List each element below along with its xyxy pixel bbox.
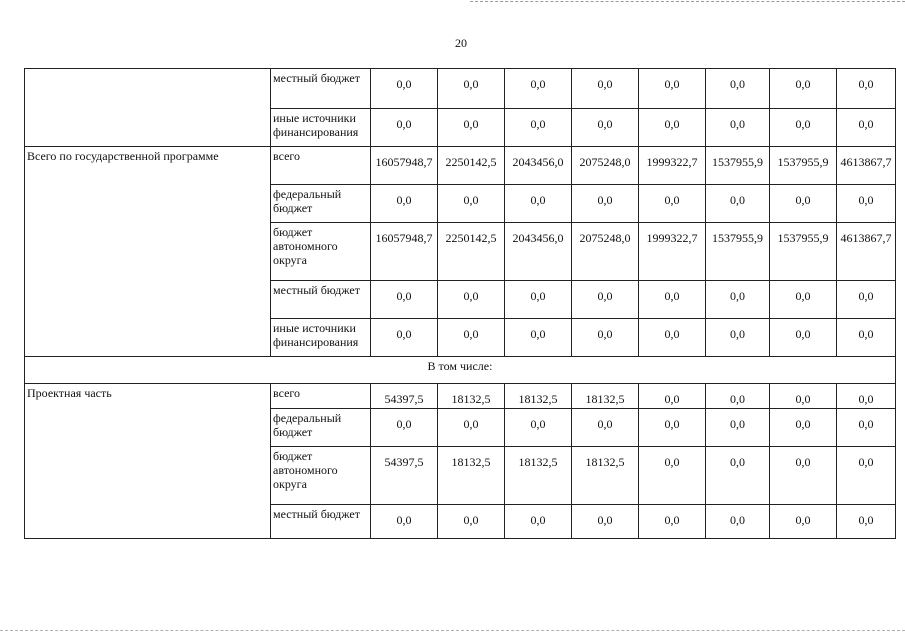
amount-cell: 0,0 <box>837 384 896 409</box>
amount-cell: 1537955,9 <box>706 223 770 281</box>
amount-cell: 0,0 <box>505 281 572 319</box>
amount-cell: 0,0 <box>371 109 438 147</box>
amount-cell: 18132,5 <box>572 384 639 409</box>
amount-cell: 18132,5 <box>438 447 505 505</box>
amount-cell: 0,0 <box>706 69 770 109</box>
section-divider-row <box>25 357 896 384</box>
amount-cell: 0,0 <box>639 69 706 109</box>
amount-cell: 0,0 <box>505 319 572 357</box>
amount-cell: 0,0 <box>505 409 572 447</box>
block-title: Проектная часть <box>25 384 271 539</box>
amount-cell: 0,0 <box>837 185 896 223</box>
amount-cell: 0,0 <box>639 384 706 409</box>
amount-cell: 0,0 <box>639 281 706 319</box>
amount-cell: 0,0 <box>706 185 770 223</box>
amount-cell: 0,0 <box>770 281 837 319</box>
amount-cell: 0,0 <box>639 505 706 539</box>
funding-source: иные источники финансирования <box>271 109 371 147</box>
scan-bottom-edge <box>0 630 905 631</box>
financing-table <box>24 68 896 539</box>
amount-cell: 4613867,7 <box>837 147 896 185</box>
amount-cell: 0,0 <box>770 109 837 147</box>
amount-cell: 2250142,5 <box>438 223 505 281</box>
amount-cell: 18132,5 <box>505 447 572 505</box>
funding-source: местный бюджет <box>271 69 371 109</box>
amount-cell: 1537955,9 <box>770 223 837 281</box>
funding-source: всего <box>271 147 371 185</box>
amount-cell: 0,0 <box>505 185 572 223</box>
block-title <box>25 69 271 147</box>
amount-cell: 0,0 <box>438 69 505 109</box>
amount-cell: 0,0 <box>837 69 896 109</box>
amount-cell: 0,0 <box>706 409 770 447</box>
amount-cell: 0,0 <box>639 185 706 223</box>
amount-cell: 0,0 <box>572 69 639 109</box>
amount-cell: 0,0 <box>371 319 438 357</box>
amount-cell: 0,0 <box>505 109 572 147</box>
amount-cell: 0,0 <box>371 185 438 223</box>
amount-cell: 0,0 <box>572 409 639 447</box>
amount-cell: 0,0 <box>837 281 896 319</box>
table-row <box>25 384 896 409</box>
amount-cell: 0,0 <box>706 384 770 409</box>
amount-cell: 0,0 <box>639 409 706 447</box>
funding-source: бюджет автономного округа <box>271 223 371 281</box>
amount-cell: 0,0 <box>572 109 639 147</box>
amount-cell: 0,0 <box>639 109 706 147</box>
amount-cell: 0,0 <box>438 409 505 447</box>
table-row <box>25 147 896 185</box>
amount-cell: 0,0 <box>371 505 438 539</box>
amount-cell: 0,0 <box>438 281 505 319</box>
amount-cell: 0,0 <box>371 409 438 447</box>
amount-cell: 1999322,7 <box>639 223 706 281</box>
amount-cell: 0,0 <box>837 505 896 539</box>
section-divider: В том числе: <box>25 357 896 384</box>
amount-cell: 1999322,7 <box>639 147 706 185</box>
amount-cell: 0,0 <box>505 69 572 109</box>
amount-cell: 0,0 <box>572 185 639 223</box>
amount-cell: 0,0 <box>770 319 837 357</box>
amount-cell: 0,0 <box>438 505 505 539</box>
funding-source: местный бюджет <box>271 281 371 319</box>
amount-cell: 0,0 <box>770 384 837 409</box>
table-row <box>25 69 896 109</box>
block-title: Всего по государственной программе <box>25 147 271 357</box>
amount-cell: 0,0 <box>639 447 706 505</box>
amount-cell: 0,0 <box>837 109 896 147</box>
amount-cell: 0,0 <box>438 109 505 147</box>
amount-cell: 0,0 <box>572 505 639 539</box>
funding-source: бюджет автономного округа <box>271 447 371 505</box>
amount-cell: 1537955,9 <box>770 147 837 185</box>
amount-cell: 0,0 <box>438 319 505 357</box>
amount-cell: 2075248,0 <box>572 147 639 185</box>
amount-cell: 0,0 <box>639 319 706 357</box>
amount-cell: 0,0 <box>770 409 837 447</box>
scan-top-edge <box>470 1 905 2</box>
amount-cell: 1537955,9 <box>706 147 770 185</box>
amount-cell: 0,0 <box>770 69 837 109</box>
amount-cell: 16057948,7 <box>371 147 438 185</box>
amount-cell: 0,0 <box>770 447 837 505</box>
amount-cell: 4613867,7 <box>837 223 896 281</box>
amount-cell: 2043456,0 <box>505 147 572 185</box>
amount-cell: 0,0 <box>706 505 770 539</box>
amount-cell: 2075248,0 <box>572 223 639 281</box>
amount-cell: 0,0 <box>770 505 837 539</box>
funding-source: федеральный бюджет <box>271 409 371 447</box>
amount-cell: 0,0 <box>837 447 896 505</box>
amount-cell: 0,0 <box>706 281 770 319</box>
funding-source: местный бюджет <box>271 505 371 539</box>
amount-cell: 0,0 <box>706 319 770 357</box>
amount-cell: 2043456,0 <box>505 223 572 281</box>
amount-cell: 2250142,5 <box>438 147 505 185</box>
table-body <box>25 69 896 539</box>
amount-cell: 0,0 <box>837 319 896 357</box>
funding-source: иные источники финансирования <box>271 319 371 357</box>
amount-cell: 0,0 <box>371 281 438 319</box>
amount-cell: 0,0 <box>706 447 770 505</box>
amount-cell: 0,0 <box>572 281 639 319</box>
amount-cell: 54397,5 <box>371 384 438 409</box>
amount-cell: 0,0 <box>706 109 770 147</box>
amount-cell: 0,0 <box>371 69 438 109</box>
amount-cell: 16057948,7 <box>371 223 438 281</box>
amount-cell: 54397,5 <box>371 447 438 505</box>
amount-cell: 18132,5 <box>505 384 572 409</box>
amount-cell: 0,0 <box>837 409 896 447</box>
amount-cell: 0,0 <box>770 185 837 223</box>
amount-cell: 18132,5 <box>438 384 505 409</box>
funding-source: всего <box>271 384 371 409</box>
page-number: 20 <box>455 36 467 50</box>
amount-cell: 0,0 <box>505 505 572 539</box>
funding-source: федеральный бюджет <box>271 185 371 223</box>
amount-cell: 0,0 <box>572 319 639 357</box>
amount-cell: 18132,5 <box>572 447 639 505</box>
amount-cell: 0,0 <box>438 185 505 223</box>
